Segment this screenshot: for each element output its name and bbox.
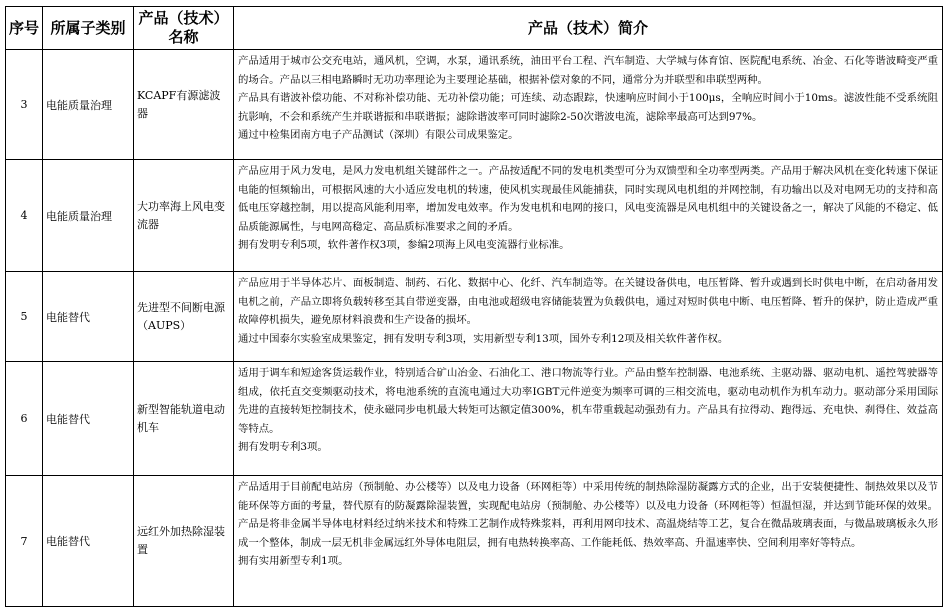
- table-header-row: [6, 7, 943, 50]
- row-category: 电能质量治理: [43, 160, 134, 272]
- header-seq: 序号: [6, 7, 43, 50]
- table-row: [6, 50, 943, 160]
- intro-paragraph: 通过中国泰尔实验室成果鉴定，拥有发明专利3项，实用新型专利13项，国外专利12项及相关软件著作权。: [238, 332, 729, 345]
- header-intro: 产品（技术）简介: [234, 7, 943, 50]
- intro-paragraph: 产品应用于风力发电，是风力发电机组关键部件之一。产品按适配不同的发电机类型可分为双馈型和全功率型两类。产品用于解决风机在变化转速下保证电能的恒频输出，可根据风速的大小适应发电机的转速，使风机实现最佳风能捕获，同时实现风电机组的并网控制，有功输出以及对电网无功的支持和高低电压穿越控制，用以提高风能利用率，增加发电效率。作为发电机和电网的接口，风电变流器是风电机组中的关键设备之一，解决了风能的不稳定、低品质能源属性，与电网高稳定、高品质标准要求之间的矛盾。: [238, 165, 938, 233]
- row-category: 电能替代: [43, 476, 134, 607]
- intro-paragraph: 拥有实用新型专利1项。: [238, 555, 349, 568]
- row-intro: [234, 362, 943, 476]
- intro-paragraph: 产品适用于城市公交充电站，通风机，空调，水泵，通讯系统，油田平台工程、汽车制造、大学城与体育馆、医院配电系统、冶金、石化等谐波畸变严重的场合。产品以三相电路瞬时无功功率理论为主要理论基础，根据补偿对象的不同，通常分为并联型和串联型两种。: [238, 55, 938, 86]
- header-product-name: [134, 7, 234, 50]
- row-intro: [234, 272, 943, 362]
- header-product-name-line1: 产品（技术）: [138, 9, 229, 27]
- intro-paragraph: 适用于调车和短途客货运载作业，特别适合矿山冶金、石油化工、港口物流等行业。产品由整车控制器、电池系统、主驱动器、驱动电机、遥控驾驶器等组成，依托直交变频驱动技术，将电池系统的直流电通过大功率IGBT元件逆变为频率可调的三相交流电，驱动电动机作为机车动力。驱动部分采用国际先进的直接转矩控制技术，使永磁同步电机最大转矩可达额定值300%，机车带重载起动强劲有力。产品具有拉得动、跑得远、充电快、刹得住、效益高等特点。: [238, 367, 938, 435]
- table-row: [6, 476, 943, 607]
- row-product-name: 远红外加热除湿装置: [134, 476, 234, 607]
- row-product-name: KCAPF有源滤波器: [134, 50, 234, 160]
- header-category: 所属子类别: [43, 7, 134, 50]
- intro-paragraph: 产品适用于目前配电站房（预制舱、办公楼等）以及电力设备（环网柜等）中采用传统的制热除湿防凝露方式的企业，出于安装便捷性、制热效果以及节能环保等方面的考量，替代原有的防凝露除湿装置，实现配电站房（预制舱、办公楼等）以及电力设备（环网柜等）恒温恒湿，并达到节能环保的效果。产品是将非金属半导体电材料经过纳米技术和特殊工艺制作成特殊浆料，再利用网印技术、高温烧结等工艺，复合在微晶玻璃表面，与微晶玻璃板永久形成一个整体，制成一层无机非金属远红外导体电阻层，拥有电热转换率高、工作能耗低、热效率高、升温速率快、空间利用率好等特点。: [238, 481, 938, 549]
- intro-paragraph: 通过中检集团南方电子产品测试（深圳）有限公司成果鉴定。: [238, 129, 519, 142]
- row-seq: 4: [6, 160, 43, 272]
- product-table: [5, 6, 943, 607]
- row-category: 电能质量治理: [43, 50, 134, 160]
- row-product-name: 先进型不间断电源（AUPS）: [134, 272, 234, 362]
- row-seq: 5: [6, 272, 43, 362]
- intro-paragraph: 拥有发明专利3项。: [238, 441, 328, 454]
- row-seq: 3: [6, 50, 43, 160]
- row-product-name: 大功率海上风电变流器: [134, 160, 234, 272]
- table-row: [6, 362, 943, 476]
- intro-paragraph: 产品具有谐波补偿功能、不对称补偿功能、无功补偿功能；可连续、动态跟踪，快速响应时间小于100μs，全响应时间小于10ms。滤波性能不受系统阻抗影响，不会和系统产生并联谐振和串联谐振；滤除谐波率可同时滤除2-50次谐波电流，滤除率最高可达到97%。: [238, 92, 938, 123]
- row-category: 电能替代: [43, 362, 134, 476]
- intro-paragraph: 产品应用于半导体芯片、面板制造、制药、石化、数据中心、化纤、汽车制造等。在关键设备供电，电压暂降、暂升或遇到长时供电中断，在启动备用发电机之前，产品立即将负载转移至其自带逆变器，由电池或超级电容储能装置为负载供电，通过对短时供电中断、电压暂降、暂升的保护，防止造成严重故障停机损失，避免原材料浪费和生产设备的损坏。: [238, 277, 938, 327]
- row-seq: 7: [6, 476, 43, 607]
- table-row: [6, 272, 943, 362]
- table-row: [6, 160, 943, 272]
- row-intro: [234, 476, 943, 607]
- row-intro: [234, 50, 943, 160]
- row-seq: 6: [6, 362, 43, 476]
- intro-paragraph: 拥有发明专利5项，软件著作权3项，参编2项海上风电变流器行业标准。: [238, 239, 570, 252]
- row-category: 电能替代: [43, 272, 134, 362]
- header-product-name-line2: 名称: [168, 28, 199, 46]
- row-intro: [234, 160, 943, 272]
- row-product-name: 新型智能轨道电动机车: [134, 362, 234, 476]
